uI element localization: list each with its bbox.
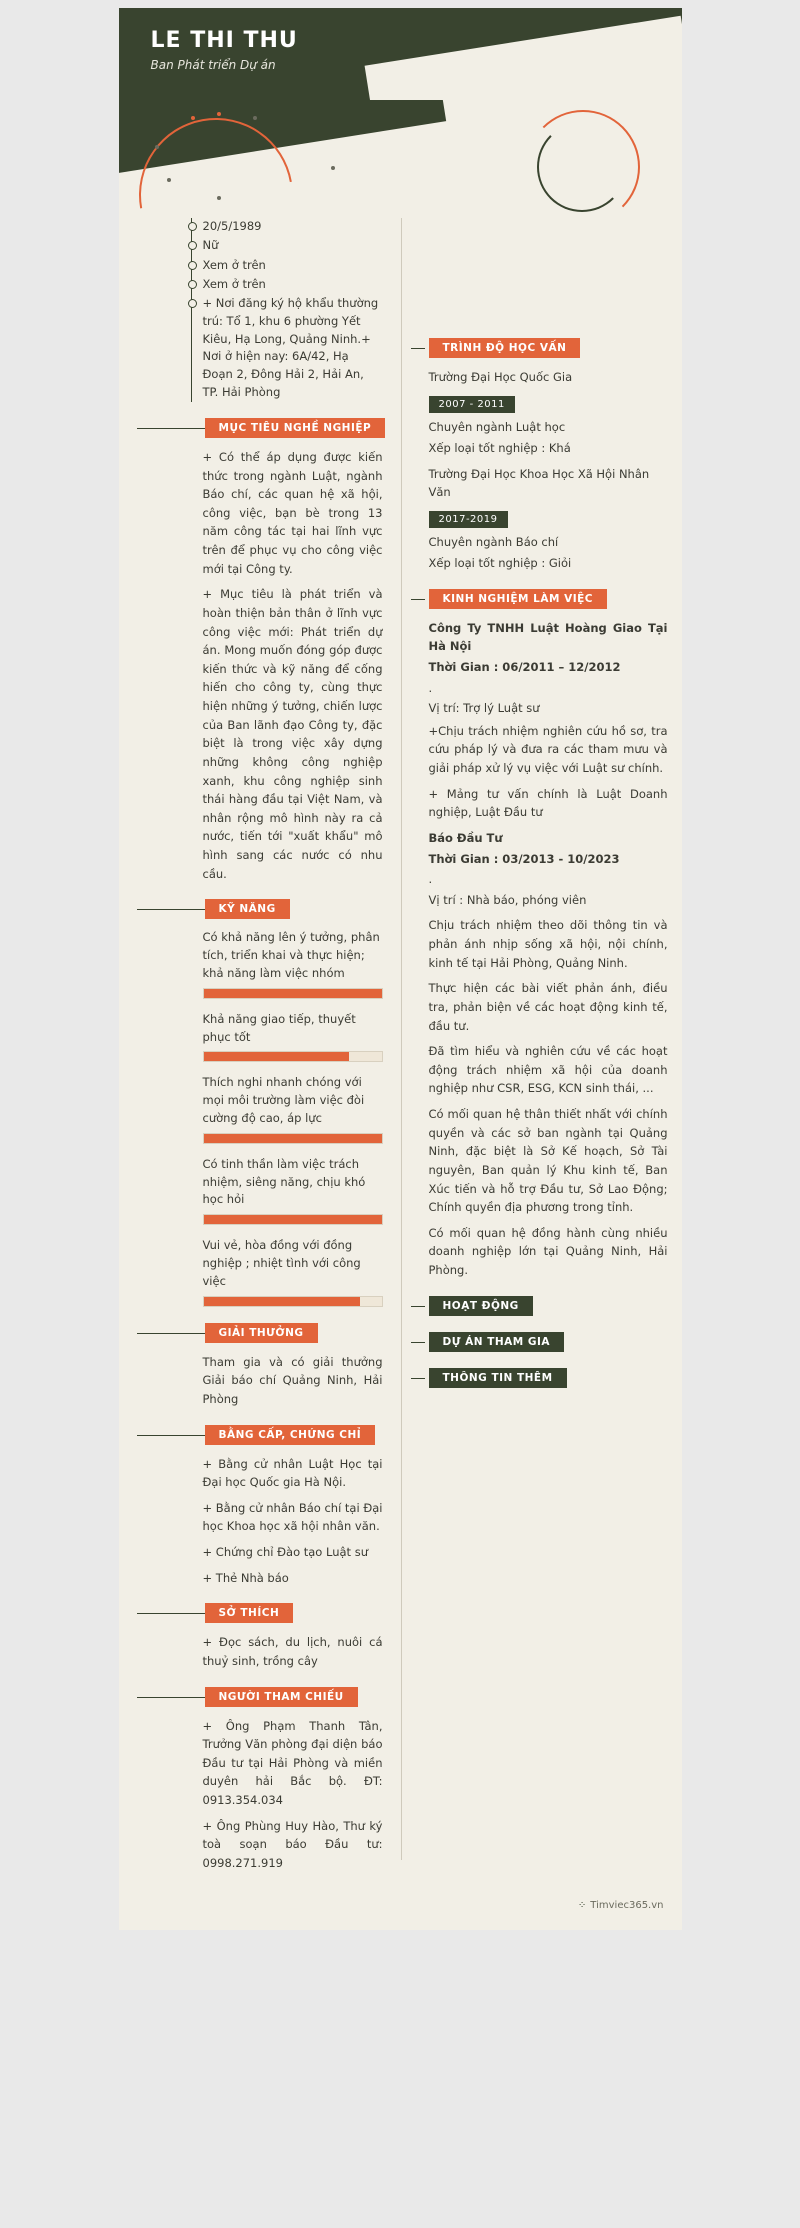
section-title: HOẠT ĐỘNG (429, 1296, 533, 1316)
page-title: LE THI THU (150, 28, 298, 53)
education-school: Trường Đại Học Khoa Học Xã Hội Nhân Văn (428, 466, 650, 500)
skill-bar (203, 988, 383, 999)
awards-body (119, 1353, 401, 1409)
skill-label: Có tinh thần làm việc trách nhiệm, siêng năng, chịu khó học hỏi (202, 1156, 366, 1207)
skill-label: Thích nghi nhanh chóng với mọi môi trường làm việc đòi cường độ cao, áp lực (202, 1075, 365, 1125)
section-header-hobbies (119, 1603, 401, 1623)
section-header-certificates (119, 1425, 401, 1445)
timeline-dot-icon (188, 241, 197, 250)
personal-address: + Nơi đăng ký hộ khẩu thường trú: Tổ 1, khu 6 phường Yết Kiêu, Hạ Long, Quảng Ninh.+ Nơi ở hiện nay: 6A/42, Hạ Đoạn 2, Đông Hải 2, Hải An, TP. Hải Phòng (202, 296, 379, 400)
orange-ring-icon (526, 110, 640, 218)
skill-bar (203, 1051, 383, 1062)
section-rule (411, 1306, 425, 1307)
education-year: 2017-2019 (429, 511, 508, 528)
experience-line: Có mối quan hệ đồng hành cùng nhiều doanh nghiệp lớn tại Quảng Ninh, Hải Phòng. (428, 1225, 668, 1278)
section-rule (411, 1342, 425, 1343)
certificate-item: + Thẻ Nhà báo (202, 1570, 289, 1585)
personal-email: Xem ở trên (202, 276, 266, 291)
section-rule (411, 1378, 425, 1379)
dot-decor (155, 145, 159, 149)
section-rule (137, 1333, 205, 1334)
top-strip (0, 0, 800, 8)
resume-sheet (119, 8, 682, 1930)
experience-period: Thời Gian : 06/2011 – 12/2012 (428, 659, 621, 674)
objective-paragraph: + Có thể áp dụng được kiến thức trong ngành Luật, ngành Báo chí, các quan hệ xã hội, công việc, bạn bè trong 13 năm công tác tại hai lĩnh vực trên để phục vụ cho công việc mới tại Công ty. (202, 449, 383, 576)
dot-decor (217, 196, 221, 200)
section-title: SỞ THÍCH (205, 1603, 294, 1623)
experience-period: Thời Gian : 03/2013 - 10/2023 (428, 851, 620, 866)
personal-birthdate: 20/5/1989 (202, 219, 262, 233)
timeline-dot-icon (188, 280, 197, 289)
references-body (119, 1717, 401, 1873)
skill-bar (203, 1214, 383, 1225)
experience-dot: . (428, 872, 433, 887)
certificate-item: + Bằng cử nhân Luật Học tại Đại học Quốc gia Hà Nội. (202, 1456, 383, 1490)
skill-label: Có khả năng lên ý tưởng, phân tích, triển khai và thực hiện; khả năng làm việc nhóm (202, 930, 380, 980)
certificate-item: + Chứng chỉ Đào tạo Luật sư (202, 1545, 368, 1559)
personal-info-timeline (119, 218, 401, 402)
dot-decor (331, 166, 335, 170)
certificate-item: + Bằng cử nhân Báo chí tại Đại học Khoa học xã hội nhân văn. (202, 1500, 383, 1534)
section-rule (137, 1697, 205, 1698)
experience-line: Thực hiện các bài viết phản ánh, điều tra, phản biện về các hoạt động kinh tế, đầu tư. (428, 981, 668, 1033)
resume-footer (119, 1890, 682, 1930)
list-item (119, 257, 401, 274)
education-line: Chuyên ngành Luật học (428, 420, 566, 435)
education-details (401, 533, 682, 572)
experience-line: + Mảng tư vấn chính là Luật Doanh nghiệp, Luật Đầu tư (428, 786, 668, 820)
timeline-dot-icon (188, 299, 197, 308)
skill-bar (203, 1296, 383, 1307)
section-header-experience (401, 589, 682, 609)
experience-line: Vị trí: Trợ lý Luật sư (428, 701, 540, 716)
hobbies-paragraph: + Đọc sách, du lịch, nuôi cá thuỷ sinh, trồng cây (202, 1635, 383, 1668)
personal-gender: Nữ (202, 238, 219, 253)
header-role: Ban Phát triển Dự án (150, 58, 276, 72)
section-header-awards (119, 1323, 401, 1343)
header-diagonal-shape (364, 16, 681, 100)
timeline-dot-icon (188, 261, 197, 270)
section-rule (137, 1613, 205, 1614)
objective-body (119, 448, 401, 883)
education-details (401, 418, 682, 457)
education-line: Xếp loại tốt nghiệp : Giỏi (428, 556, 572, 571)
section-rule (137, 428, 205, 429)
list-item (119, 276, 401, 293)
experience-line: +Chịu trách nhiệm nghiên cứu hồ sơ, tra cứu pháp lý và đưa ra các tham mưu và giải pháp xử lý vụ việc với Luật sư chính. (428, 723, 668, 776)
dot-decor (167, 178, 171, 182)
section-title: BẰNG CẤP, CHỨNG CHỈ (205, 1425, 376, 1445)
objective-paragraph: + Mục tiêu là phát triển và hoàn thiện bản thân ở lĩnh vực công việc mới: Phát triển dự án. Mong muốn đóng góp được kiến thức và kỹ năng để cống hiến cho công ty, cùng thực hiện những ý tưởng, chiến lược của Ban lãnh đạo Công ty, đặc biệt là trong việc xây dựng những không công nghiệp xanh, khu công nghiệp sinh thái hàng đầu tại Việt Nam, và nhân rộng mô hình này ra cả nước, tiến tới "xuất khẩu" mô hình sang các nước có nhu cầu. (202, 587, 383, 881)
personal-phone: Xem ở trên (202, 257, 266, 272)
section-title: THÔNG TIN THÊM (429, 1368, 567, 1388)
experience-line: Có mối quan hệ thân thiết nhất với chính quyền và các sở ban ngành tại Quảng Ninh, đặc biệt là Sở Kế hoạch, Sở Tài nguyên, Ban quản lý Khu kinh tế, Ban Xúc tiến và hỗ trợ Đầu tư, Sở Lao Động; Chính quyền địa phương trong tỉnh. (428, 1107, 668, 1215)
skills-list (119, 929, 401, 1306)
reference-item: + Ông Phùng Huy Hào, Thư ký toà soạn báo Đầu tư: 0998.271.919 (202, 1818, 383, 1870)
brand-watermark (578, 1900, 664, 1911)
resume-body (119, 218, 682, 1890)
section-rule (137, 909, 205, 910)
reference-item: + Ông Phạm Thanh Tân, Trưởng Văn phòng đại diện báo Đầu tư tại Hải Phòng và miền duyên hải Bắc bộ. ĐT: 0913.354.034 (202, 1718, 383, 1807)
experience-entry (401, 619, 682, 822)
education-year: 2007 - 2011 (429, 396, 515, 413)
section-header-more-info (401, 1368, 682, 1388)
left-column (119, 218, 401, 1880)
section-rule (137, 1435, 205, 1436)
skill-bar (203, 1133, 383, 1144)
section-header-references (119, 1687, 401, 1707)
section-header-projects (401, 1332, 682, 1352)
list-item (119, 218, 401, 235)
hobbies-body (119, 1633, 401, 1670)
sparkle-icon: ⁘ (577, 1899, 587, 1911)
resume-header (119, 8, 682, 100)
section-rule (411, 348, 425, 349)
section-header-skills (119, 899, 401, 919)
dot-decor (253, 116, 257, 120)
skill-label: Vui vẻ, hòa đồng với đồng nghiệp ; nhiệt tình với công việc (202, 1238, 361, 1288)
section-header-objective (119, 418, 401, 438)
section-title: KỸ NĂNG (205, 899, 290, 919)
skill-label: Khả năng giao tiếp, thuyết phục tốt (202, 1011, 356, 1044)
decoration-band (119, 100, 682, 218)
experience-line: Vị trí : Nhà báo, phóng viên (428, 892, 587, 907)
brand-label: Timviec365.vn (590, 1899, 664, 1911)
section-title: KINH NGHIỆM LÀM VIỆC (429, 589, 607, 609)
dot-decor (217, 112, 221, 116)
section-title: DỰ ÁN THAM GIA (429, 1332, 565, 1352)
experience-dot: . (428, 680, 433, 695)
section-header-education (401, 338, 682, 358)
certificates-body (119, 1455, 401, 1588)
section-rule (411, 599, 425, 600)
timeline-dot-icon (188, 222, 197, 231)
awards-paragraph: Tham gia và có giải thưởng Giải báo chí Quảng Ninh, Hải Phòng (202, 1354, 383, 1406)
section-title: GIẢI THƯỞNG (205, 1323, 318, 1343)
section-header-activities (401, 1296, 682, 1316)
list-item (119, 237, 401, 254)
section-title: TRÌNH ĐỘ HỌC VẤN (429, 338, 581, 358)
experience-company: Báo Đầu Tư (428, 830, 503, 845)
list-item (119, 295, 401, 402)
dot-decor (191, 116, 195, 120)
experience-company: Công Ty TNHH Luật Hoàng Giao Tại Hà Nội (428, 620, 668, 654)
section-title: NGƯỜI THAM CHIẾU (205, 1687, 358, 1707)
education-school: Trường Đại Học Quốc Gia (428, 370, 573, 384)
section-title: MỤC TIÊU NGHỀ NGHIỆP (205, 418, 386, 438)
education-line: Xếp loại tốt nghiệp : Khá (428, 441, 571, 456)
right-column (401, 218, 682, 1880)
education-line: Chuyên ngành Báo chí (428, 535, 559, 550)
experience-line: Đã tìm hiểu và nghiên cứu về các hoạt động trách nhiệm xã hội của doanh nghiệp như CSR, ESG, KCN sinh thái, ... (428, 1044, 668, 1096)
experience-line: Chịu trách nhiệm theo dõi thông tin và phản ánh nhịp sống xã hội, nội chính, kinh tế tại Hải Phòng, Quảng Ninh. (428, 918, 668, 970)
experience-entry (401, 829, 682, 1280)
